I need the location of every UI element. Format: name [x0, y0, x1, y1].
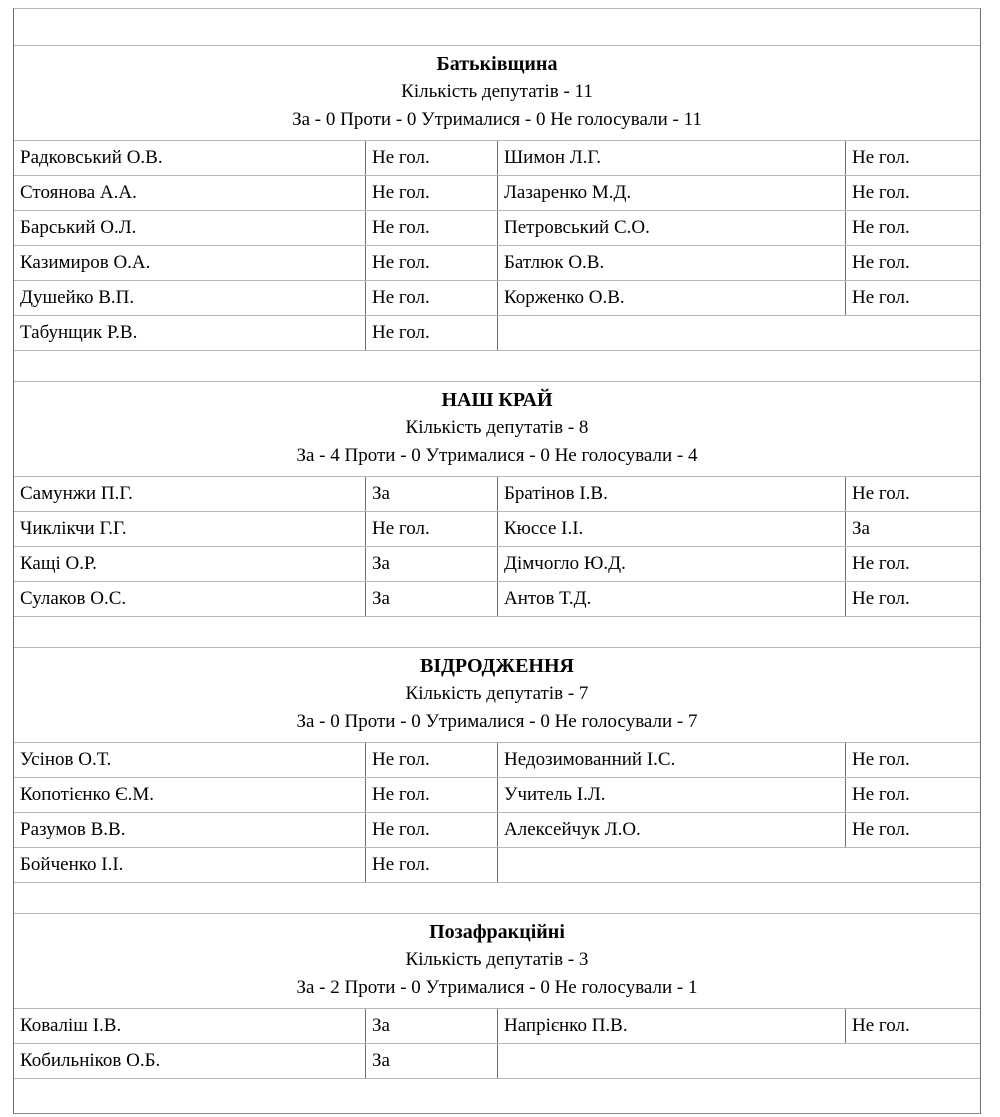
section-spacer-row — [14, 617, 980, 648]
deputy-name: Душейко В.П. — [14, 281, 366, 315]
deputy-name: Сулаков О.С. — [14, 582, 366, 616]
table-row — [14, 141, 980, 176]
deputy-name: Антов Т.Д. — [498, 582, 846, 616]
vote-value: За — [366, 582, 498, 616]
vote-value: За — [852, 518, 870, 539]
vote-value: Не гол. — [366, 743, 498, 777]
deputy-name: Корженко О.В. — [498, 281, 846, 315]
faction-section — [14, 382, 980, 648]
vote-value: Не гол. — [852, 182, 910, 203]
deputy-name: Кюссе І.І. — [498, 512, 846, 546]
table-row — [14, 743, 980, 778]
voting-results-table — [13, 8, 981, 1114]
vote-value: За — [366, 477, 498, 511]
vote-value: Не гол. — [366, 141, 498, 175]
vote-value: Не гол. — [366, 211, 498, 245]
vote-value: Не гол. — [852, 483, 910, 504]
deputy-name: Петровський С.О. — [498, 211, 846, 245]
faction-title: ВІДРОДЖЕННЯ — [420, 655, 574, 677]
vote-value: Не гол. — [852, 553, 910, 574]
empty-merged-cell — [498, 316, 980, 350]
faction-header — [14, 46, 980, 141]
faction-header — [14, 914, 980, 1009]
deputy-name: Алексейчук Л.О. — [498, 813, 846, 847]
table-row — [14, 778, 980, 813]
deputy-name: Дімчогло Ю.Д. — [498, 547, 846, 581]
deputy-name: Радковський О.В. — [14, 141, 366, 175]
empty-merged-cell — [498, 848, 980, 882]
deputy-name: Чиклікчи Г.Г. — [14, 512, 366, 546]
vote-value: Не гол. — [852, 749, 910, 770]
deputy-name: Лазаренко М.Д. — [498, 176, 846, 210]
vote-value: Не гол. — [366, 281, 498, 315]
deputy-count-line: Кількість депутатів - 8 — [405, 417, 589, 438]
table-row — [14, 848, 980, 883]
deputy-name: Батлюк О.В. — [498, 246, 846, 280]
faction-header — [14, 382, 980, 477]
deputy-name: Шимон Л.Г. — [498, 141, 846, 175]
vote-value: Не гол. — [852, 217, 910, 238]
deputy-count-line: Кількість депутатів - 7 — [405, 683, 589, 704]
vote-value: Не гол. — [366, 316, 498, 350]
deputy-name: Самунжи П.Г. — [14, 477, 366, 511]
vote-value: Не гол. — [366, 848, 498, 882]
vote-value: Не гол. — [366, 813, 498, 847]
faction-section — [14, 648, 980, 914]
vote-summary-line: За - 2 Проти - 0 Утрималися - 0 Не голосували - 1 — [296, 977, 698, 998]
deputy-name: Стоянова А.А. — [14, 176, 366, 210]
table-row — [14, 211, 980, 246]
vote-value: За — [366, 547, 498, 581]
table-row — [14, 477, 980, 512]
deputy-name: Кащі О.Р. — [14, 547, 366, 581]
table-row — [14, 176, 980, 211]
deputy-count-line: Кількість депутатів - 11 — [401, 81, 593, 102]
deputy-name: Барський О.Л. — [14, 211, 366, 245]
deputy-count-line: Кількість депутатів - 3 — [405, 949, 589, 970]
table-row — [14, 1009, 980, 1044]
faction-section — [14, 46, 980, 382]
faction-title: НАШ КРАЙ — [441, 389, 553, 411]
table-row — [14, 246, 980, 281]
table-row — [14, 316, 980, 351]
deputy-name: Усінов О.Т. — [14, 743, 366, 777]
deputy-name: Разумов В.В. — [14, 813, 366, 847]
vote-value: Не гол. — [852, 287, 910, 308]
vote-value: Не гол. — [852, 1015, 910, 1036]
table-row — [14, 281, 980, 316]
faction-title: Батьківщина — [436, 53, 558, 75]
table-row — [14, 512, 980, 547]
table-row — [14, 547, 980, 582]
top-empty-row — [14, 9, 980, 46]
vote-value: За — [366, 1044, 498, 1078]
deputy-name: Коваліш І.В. — [14, 1009, 366, 1043]
deputy-name: Бойченко І.І. — [14, 848, 366, 882]
vote-value: За — [366, 1009, 498, 1043]
deputy-name: Копотієнко Є.М. — [14, 778, 366, 812]
deputy-name: Напрієнко П.В. — [498, 1009, 846, 1043]
faction-header — [14, 648, 980, 743]
deputy-name: Братінов І.В. — [498, 477, 846, 511]
deputy-name: Кобильніков О.Б. — [14, 1044, 366, 1078]
table-row — [14, 582, 980, 617]
deputy-name: Учитель І.Л. — [498, 778, 846, 812]
vote-value: Не гол. — [366, 176, 498, 210]
faction-section — [14, 914, 980, 1113]
vote-summary-line: За - 4 Проти - 0 Утрималися - 0 Не голосували - 4 — [296, 445, 698, 466]
section-spacer-row — [14, 883, 980, 914]
deputy-name: Табунщик Р.В. — [14, 316, 366, 350]
vote-summary-line: За - 0 Проти - 0 Утрималися - 0 Не голосували - 11 — [292, 109, 702, 130]
vote-value: Не гол. — [366, 778, 498, 812]
bottom-empty-row — [14, 1079, 980, 1113]
vote-value: Не гол. — [852, 252, 910, 273]
deputy-name: Недозимованний І.С. — [498, 743, 846, 777]
vote-value: Не гол. — [852, 147, 910, 168]
vote-summary-line: За - 0 Проти - 0 Утрималися - 0 Не голосували - 7 — [296, 711, 698, 732]
vote-value: Не гол. — [852, 819, 910, 840]
vote-value: Не гол. — [366, 512, 498, 546]
table-row — [14, 813, 980, 848]
vote-value: Не гол. — [852, 588, 910, 609]
faction-title: Позафракційні — [429, 921, 565, 943]
section-spacer-row — [14, 351, 980, 382]
table-row — [14, 1044, 980, 1079]
vote-value: Не гол. — [366, 246, 498, 280]
empty-merged-cell — [498, 1044, 980, 1078]
vote-value: Не гол. — [852, 784, 910, 805]
deputy-name: Казимиров О.А. — [14, 246, 366, 280]
